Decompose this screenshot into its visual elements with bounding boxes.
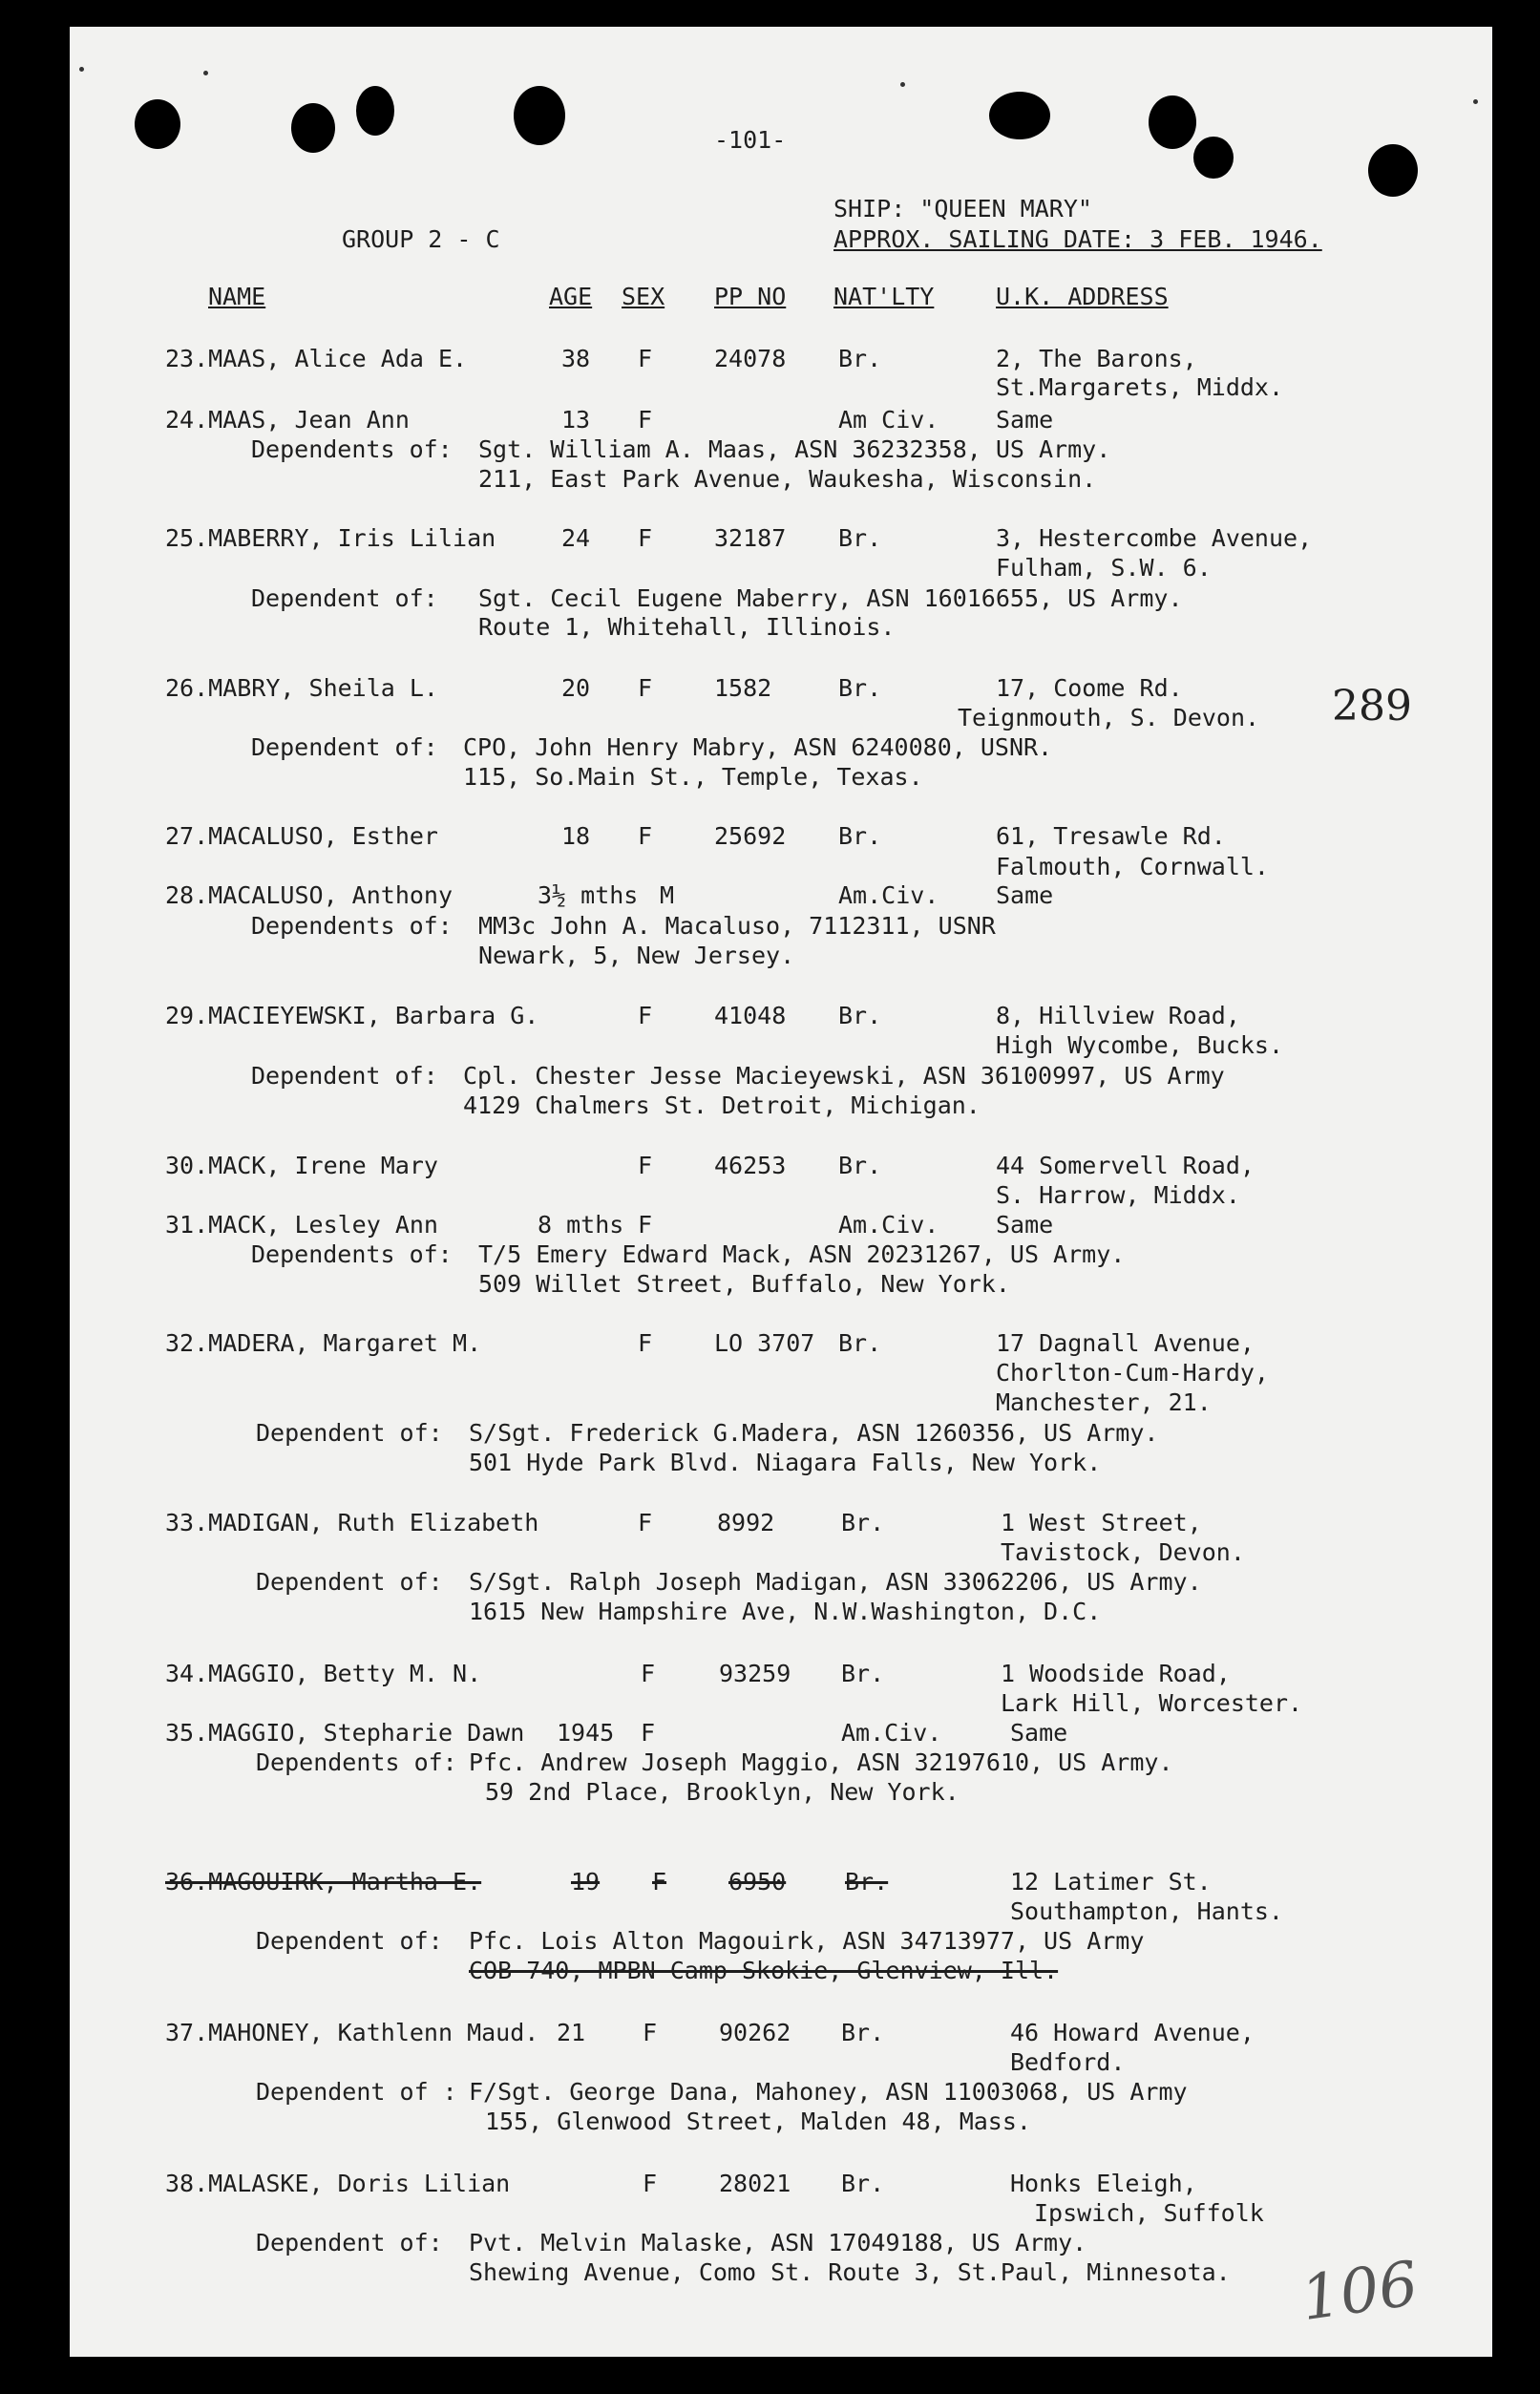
passenger-address: 17, Coome Rd. bbox=[996, 674, 1183, 702]
passenger-sex: F bbox=[638, 524, 653, 552]
dependent-sponsor: F/Sgt. George Dana, Mahoney, ASN 11003068, US Army bbox=[469, 2078, 1188, 2106]
passenger-nationality: Br. bbox=[845, 1868, 889, 1896]
ship-label: SHIP: "QUEEN MARY" bbox=[833, 195, 1092, 222]
group-label: GROUP 2 - C bbox=[342, 225, 500, 253]
passenger-age: 13 bbox=[561, 406, 591, 434]
dependent-address: 1615 New Hampshire Ave, N.W.Washington, D.C. bbox=[469, 1598, 1102, 1625]
passenger-sex: F bbox=[641, 1719, 656, 1747]
passenger-nationality: Br. bbox=[838, 1329, 882, 1357]
speck bbox=[1473, 99, 1478, 104]
passenger-address: High Wycombe, Bucks. bbox=[996, 1031, 1284, 1059]
dependent-label: Dependent of: bbox=[256, 1927, 443, 1955]
punch-hole bbox=[989, 92, 1050, 139]
dependent-sponsor: Pfc. Andrew Joseph Maggio, ASN 32197610, US Army. bbox=[469, 1748, 1173, 1776]
passenger-name: 32.MADERA, Margaret M. bbox=[165, 1329, 482, 1357]
punch-hole bbox=[291, 103, 335, 153]
dependent-label: Dependent of: bbox=[256, 2229, 443, 2256]
dependent-address: 211, East Park Avenue, Waukesha, Wisconsin. bbox=[478, 465, 1097, 493]
passenger-address: Southampton, Hants. bbox=[1010, 1897, 1283, 1925]
passenger-pp-no: 6950 bbox=[728, 1868, 787, 1896]
passenger-sex: F bbox=[638, 1211, 653, 1239]
passenger-pp-no: 1582 bbox=[714, 674, 772, 702]
passenger-address: 17 Dagnall Avenue, bbox=[996, 1329, 1255, 1357]
passenger-pp-no: 90262 bbox=[719, 2019, 791, 2046]
passenger-name: 27.MACALUSO, Esther bbox=[165, 822, 438, 850]
passenger-pp-no: 41048 bbox=[714, 1002, 787, 1029]
passenger-address: 1 Woodside Road, bbox=[1001, 1660, 1231, 1687]
passenger-pp-no: 8992 bbox=[717, 1509, 775, 1536]
dependent-label: Dependents of: bbox=[251, 912, 453, 940]
passenger-name: 37.MAHONEY, Kathlenn Maud. bbox=[165, 2019, 539, 2046]
column-header-uk-address: U.K. ADDRESS bbox=[996, 283, 1169, 310]
passenger-address: 44 Somervell Road, bbox=[996, 1152, 1255, 1179]
speck bbox=[900, 82, 905, 87]
passenger-age: 18 bbox=[561, 822, 591, 850]
passenger-name: 28.MACALUSO, Anthony bbox=[165, 881, 454, 909]
punch-hole bbox=[1193, 137, 1234, 179]
passenger-age: 8 mths bbox=[538, 1211, 624, 1239]
passenger-nationality: Br. bbox=[838, 674, 882, 702]
passenger-nationality: Br. bbox=[838, 345, 882, 372]
dependent-sponsor: S/Sgt. Frederick G.Madera, ASN 1260356, US Army. bbox=[469, 1419, 1159, 1447]
document-page bbox=[70, 27, 1492, 2357]
passenger-name: 38.MALASKE, Doris Lilian bbox=[165, 2170, 511, 2197]
passenger-name: 31.MACK, Lesley Ann bbox=[165, 1211, 438, 1239]
passenger-name: 30.MACK, Irene Mary bbox=[165, 1152, 438, 1179]
dependent-label: Dependents of: bbox=[256, 1748, 457, 1776]
dependent-address: Shewing Avenue, Como St. Route 3, St.Paul, Minnesota. bbox=[469, 2258, 1231, 2286]
passenger-address: Chorlton-Cum-Hardy, bbox=[996, 1359, 1269, 1387]
dependent-address: 501 Hyde Park Blvd. Niagara Falls, New York. bbox=[469, 1449, 1102, 1476]
passenger-age: 38 bbox=[561, 345, 591, 372]
passenger-pp-no: 46253 bbox=[714, 1152, 787, 1179]
passenger-sex: F bbox=[638, 1152, 653, 1179]
passenger-nationality: Br. bbox=[841, 2170, 885, 2197]
passenger-age: 19 bbox=[571, 1868, 601, 1896]
dependent-sponsor: CPO, John Henry Mabry, ASN 6240080, USNR. bbox=[463, 733, 1053, 761]
handwritten-note-289: 289 bbox=[1332, 682, 1412, 731]
passenger-sex: F bbox=[638, 345, 653, 372]
passenger-address: St.Margarets, Middx. bbox=[996, 373, 1284, 401]
column-header-natlty: NAT'LTY bbox=[833, 283, 935, 310]
passenger-pp-no: 28021 bbox=[719, 2170, 791, 2197]
dependent-sponsor: T/5 Emery Edward Mack, ASN 20231267, US Army. bbox=[478, 1240, 1126, 1268]
passenger-name: 34.MAGGIO, Betty M. N. bbox=[165, 1660, 482, 1687]
dependent-address: 509 Willet Street, Buffalo, New York. bbox=[478, 1270, 1010, 1298]
passenger-nationality: Am.Civ. bbox=[838, 881, 939, 909]
passenger-pp-no: LO 3707 bbox=[714, 1329, 815, 1357]
passenger-nationality: Am.Civ. bbox=[838, 1211, 939, 1239]
passenger-nationality: Br. bbox=[838, 1002, 882, 1029]
dependent-address: COB 740, MPBN Camp Skokie, Glenview, Ill. bbox=[469, 1957, 1059, 1984]
dependent-address: 115, So.Main St., Temple, Texas. bbox=[463, 763, 923, 791]
speck bbox=[203, 71, 208, 75]
passenger-pp-no: 32187 bbox=[714, 524, 787, 552]
column-header-age: AGE bbox=[549, 283, 593, 310]
passenger-name: 24.MAAS, Jean Ann bbox=[165, 406, 410, 434]
passenger-name: 33.MADIGAN, Ruth Elizabeth bbox=[165, 1509, 539, 1536]
dependent-sponsor: Pfc. Lois Alton Magouirk, ASN 34713977, US Army bbox=[469, 1927, 1145, 1955]
passenger-sex: F bbox=[638, 1509, 653, 1536]
passenger-address: Manchester, 21. bbox=[996, 1388, 1212, 1416]
passenger-age: 3½ mths bbox=[538, 881, 639, 909]
passenger-address: 2, The Barons, bbox=[996, 345, 1197, 372]
passenger-nationality: Br. bbox=[841, 2019, 885, 2046]
column-header-pp-no: PP NO bbox=[714, 283, 787, 310]
dependent-address: Newark, 5, New Jersey. bbox=[478, 942, 795, 969]
passenger-sex: F bbox=[638, 1002, 653, 1029]
dependent-sponsor: MM3c John A. Macaluso, 7112311, USNR bbox=[478, 912, 996, 940]
dependent-sponsor: Sgt. Cecil Eugene Maberry, ASN 16016655, US Army. bbox=[478, 584, 1183, 612]
passenger-address: 61, Tresawle Rd. bbox=[996, 822, 1226, 850]
column-header-sex: SEX bbox=[622, 283, 665, 310]
passenger-name: 35.MAGGIO, Stepharie Dawn bbox=[165, 1719, 525, 1747]
passenger-nationality: Am.Civ. bbox=[841, 1719, 942, 1747]
passenger-address: Teignmouth, S. Devon. bbox=[958, 704, 1260, 731]
passenger-address: 1 West Street, bbox=[1001, 1509, 1202, 1536]
passenger-address: Tavistock, Devon. bbox=[1001, 1538, 1245, 1566]
punch-hole bbox=[1149, 95, 1196, 149]
passenger-name: 23.MAAS, Alice Ada E. bbox=[165, 345, 468, 372]
passenger-nationality: Br. bbox=[838, 1152, 882, 1179]
handwritten-note-106: 106 bbox=[1297, 2248, 1423, 2336]
passenger-address: Same bbox=[996, 1211, 1054, 1239]
passenger-age: 24 bbox=[561, 524, 591, 552]
passenger-sex: F bbox=[641, 1660, 656, 1687]
passenger-name: 36.MAGOUIRK, Martha E. bbox=[165, 1868, 482, 1896]
dependent-label: Dependent of: bbox=[256, 1568, 443, 1596]
column-header-name: NAME bbox=[208, 283, 266, 310]
passenger-address: 12 Latimer St. bbox=[1010, 1868, 1212, 1896]
dependent-label: Dependents of: bbox=[251, 435, 453, 463]
dependent-label: Dependents of: bbox=[251, 1240, 453, 1268]
passenger-address: Fulham, S.W. 6. bbox=[996, 554, 1212, 582]
dependent-sponsor: Cpl. Chester Jesse Macieyewski, ASN 36100997, US Army bbox=[463, 1062, 1225, 1090]
passenger-address: 8, Hillview Road, bbox=[996, 1002, 1240, 1029]
punch-hole bbox=[356, 86, 394, 136]
punch-hole bbox=[514, 86, 565, 145]
passenger-pp-no: 25692 bbox=[714, 822, 787, 850]
passenger-nationality: Br. bbox=[838, 822, 882, 850]
passenger-sex: F bbox=[638, 674, 653, 702]
dependent-sponsor: Pvt. Melvin Malaske, ASN 17049188, US Army. bbox=[469, 2229, 1087, 2256]
passenger-sex: F bbox=[643, 2019, 658, 2046]
passenger-nationality: Br. bbox=[841, 1509, 885, 1536]
passenger-name: 29.MACIEYEWSKI, Barbara G. bbox=[165, 1002, 539, 1029]
dependent-label: Dependent of: bbox=[256, 1419, 443, 1447]
passenger-pp-no: 24078 bbox=[714, 345, 787, 372]
passenger-address: Same bbox=[996, 881, 1054, 909]
punch-hole bbox=[1368, 144, 1418, 197]
dependent-label: Dependent of: bbox=[251, 1062, 438, 1090]
passenger-address: 46 Howard Avenue, bbox=[1010, 2019, 1255, 2046]
passenger-address: Honks Eleigh, bbox=[1010, 2170, 1197, 2197]
sailing-date-label: APPROX. SAILING DATE: 3 FEB. 1946. bbox=[833, 225, 1322, 253]
passenger-sex: F bbox=[638, 1329, 653, 1357]
dependent-label: Dependent of : bbox=[256, 2078, 457, 2106]
passenger-age: 20 bbox=[561, 674, 591, 702]
passenger-address: Bedford. bbox=[1010, 2048, 1126, 2076]
dependent-address: 155, Glenwood Street, Malden 48, Mass. bbox=[485, 2108, 1031, 2135]
dependent-sponsor: Sgt. William A. Maas, ASN 36232358, US Army. bbox=[478, 435, 1111, 463]
passenger-nationality: Am Civ. bbox=[838, 406, 939, 434]
passenger-address: Same bbox=[1010, 1719, 1068, 1747]
passenger-sex: F bbox=[643, 2170, 658, 2197]
passenger-address: Ipswich, Suffolk bbox=[1034, 2199, 1264, 2227]
dependent-address: 59 2nd Place, Brooklyn, New York. bbox=[485, 1778, 960, 1806]
dependent-address: 4129 Chalmers St. Detroit, Michigan. bbox=[463, 1091, 981, 1119]
passenger-age: 21 bbox=[557, 2019, 586, 2046]
punch-hole bbox=[135, 99, 180, 149]
passenger-address: Falmouth, Cornwall. bbox=[996, 853, 1269, 880]
passenger-sex: F bbox=[638, 822, 653, 850]
passenger-sex: F bbox=[652, 1868, 667, 1896]
dependent-address: Route 1, Whitehall, Illinois. bbox=[478, 613, 896, 641]
passenger-nationality: Br. bbox=[841, 1660, 885, 1687]
passenger-name: 26.MABRY, Sheila L. bbox=[165, 674, 438, 702]
dependent-label: Dependent of: bbox=[251, 733, 438, 761]
speck bbox=[79, 67, 84, 72]
page-number: -101- bbox=[714, 126, 787, 154]
passenger-age: 1945 bbox=[557, 1719, 615, 1747]
passenger-name: 25.MABERRY, Iris Lilian bbox=[165, 524, 496, 552]
passenger-address: Same bbox=[996, 406, 1054, 434]
passenger-nationality: Br. bbox=[838, 524, 882, 552]
passenger-pp-no: 93259 bbox=[719, 1660, 791, 1687]
passenger-sex: M bbox=[660, 881, 675, 909]
dependent-label: Dependent of: bbox=[251, 584, 438, 612]
dependent-sponsor: S/Sgt. Ralph Joseph Madigan, ASN 33062206, US Army. bbox=[469, 1568, 1202, 1596]
passenger-address: Lark Hill, Worcester. bbox=[1001, 1689, 1303, 1717]
passenger-address: 3, Hestercombe Avenue, bbox=[996, 524, 1313, 552]
passenger-address: S. Harrow, Middx. bbox=[996, 1181, 1240, 1209]
passenger-sex: F bbox=[638, 406, 653, 434]
